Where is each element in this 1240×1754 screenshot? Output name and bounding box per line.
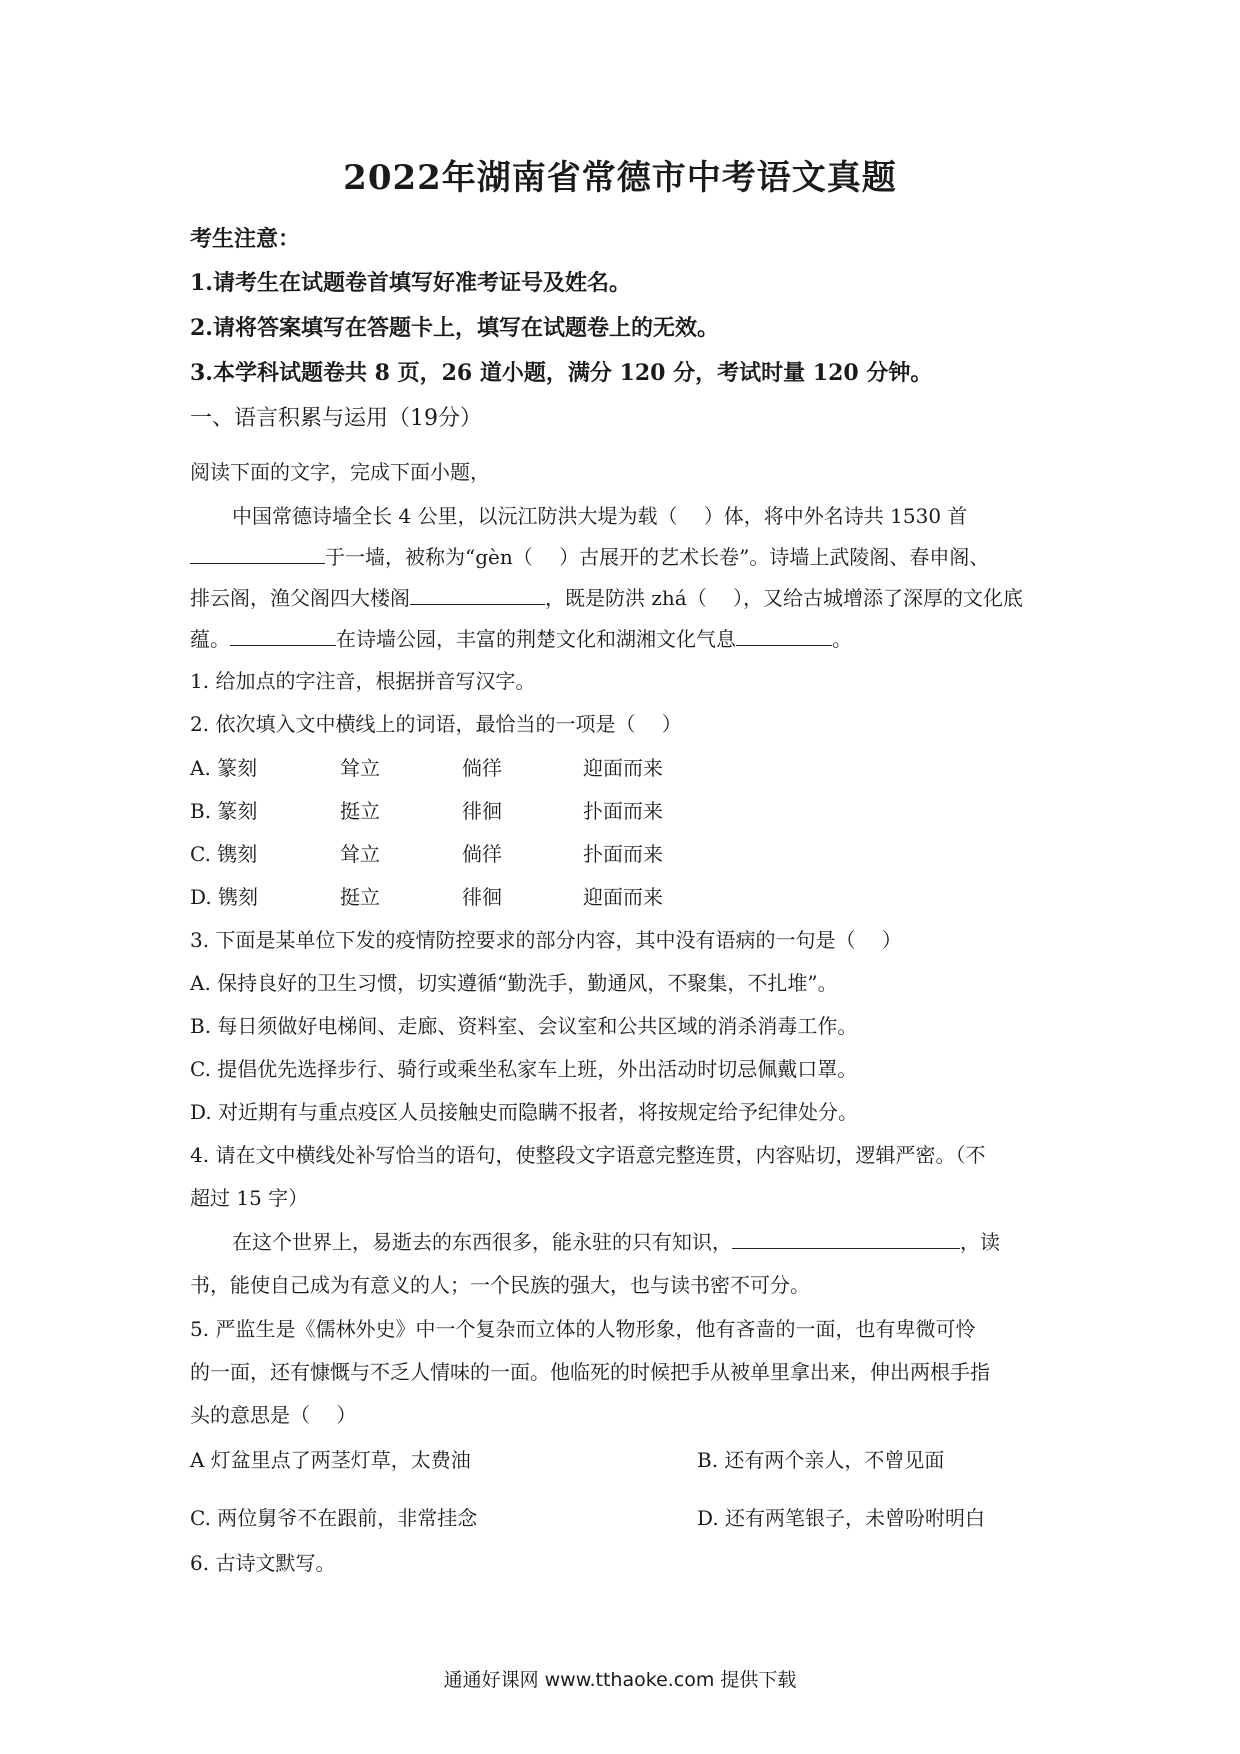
passage-line-4: 蕴。 在诗墙公园，丰富的荆楚文化和湖湘文化气息 。	[190, 627, 852, 651]
q5-option-b: B. 还有两个亲人，不曾见面	[697, 1448, 945, 1472]
question-5-stem-line-3: 头的意思是（ ）	[190, 1403, 357, 1427]
notice-item-1: 1.请考生在试题卷首填写好准考证号及姓名。	[190, 270, 631, 296]
question-2-stem: 2. 依次填入文中横线上的词语，最恰当的一项是（ ）	[190, 712, 682, 736]
q3-option-a: A. 保持良好的卫生习惯，切实遵循“勤洗手，勤通风，不聚集，不扎堆”。	[190, 971, 838, 995]
q2-option-d-1: D. 镌刻	[190, 885, 259, 909]
q5-option-c: C. 两位舅爷不在跟前，非常挂念	[190, 1506, 478, 1530]
notice-item-2: 2.请将答案填写在答题卡上，填写在试题卷上的无效。	[190, 315, 719, 341]
q5-option-a: A 灯盆里点了两茎灯草，太费油	[190, 1448, 471, 1472]
passage-line-2: 于一墙，被称为“gèn（ ）古展开的艺术长卷”。诗墙上武陵阁、春申阁、	[190, 541, 989, 570]
q2-option-a-1: A. 篆刻	[190, 756, 258, 780]
question-4-stem-line-1: 4. 请在文中横线处补写恰当的语句，使整段文字语意完整连贯，内容贴切，逻辑严密。（不	[190, 1143, 986, 1167]
q2-option-c-1: C. 镌刻	[190, 842, 258, 866]
notice-item-3: 3.本学科试题卷共 8 页，26 道小题，满分 120 分，考试时量 120 分钟。	[190, 360, 933, 386]
notice-heading: 考生注意：	[190, 226, 301, 252]
question-3-stem: 3. 下面是某单位下发的疫情防控要求的部分内容，其中没有语病的一句是（ ）	[190, 928, 902, 952]
passage-line-3: 排云阁，渔父阁四大楼阁 ，既是防洪 zhá（ ），又给古城增添了深厚的文化底	[190, 586, 1024, 610]
fill-blank-4[interactable]	[736, 627, 832, 646]
reading-intro: 阅读下面的文字，完成下面小题，	[190, 460, 490, 484]
q2-option-c-3: 倘徉	[462, 842, 502, 866]
q2-option-d-2: 挺立	[340, 885, 380, 909]
q2-option-c-4: 扑面而来	[583, 842, 663, 866]
passage-line-1: 中国常德诗墙全长 4 公里，以沅江防洪大堤为载（ ）体，将中外名诗共 1530 首	[232, 504, 968, 528]
q5-option-d: D. 还有两笔银子，未曾吩咐明白	[697, 1506, 986, 1530]
q2-option-a-3: 倘徉	[462, 756, 502, 780]
q4-text-line-2: 书，能使自己成为有意义的人；一个民族的强大，也与读书密不可分。	[190, 1273, 810, 1297]
question-5-stem-line-1: 5. 严监生是《儒林外史》中一个复杂而立体的人物形象，他有吝啬的一面，也有卑微可怜	[190, 1317, 976, 1341]
fill-blank-1[interactable]	[190, 545, 325, 564]
question-6: 6. 古诗文默写。	[190, 1551, 336, 1575]
q2-option-d-4: 迎面而来	[583, 885, 663, 909]
q3-option-c: C. 提倡优先选择步行、骑行或乘坐私家车上班，外出活动时切忌佩戴口罩。	[190, 1057, 858, 1081]
q3-option-d: D. 对近期有与重点疫区人员接触史而隐瞒不报者，将按规定给予纪律处分。	[190, 1100, 859, 1124]
q2-option-b-2: 挺立	[340, 799, 380, 823]
fill-blank-2[interactable]	[410, 586, 545, 605]
question-5-stem-line-2: 的一面，还有慷慨与不乏人情味的一面。他临死的时候把手从被单里拿出来，伸出两根手指	[190, 1360, 990, 1384]
q2-option-b-4: 扑面而来	[583, 799, 663, 823]
question-4-stem-line-2: 超过 15 字）	[190, 1186, 309, 1210]
q4-answer-blank[interactable]	[732, 1230, 960, 1249]
fill-blank-3[interactable]	[230, 627, 336, 646]
q3-option-b: B. 每日须做好电梯间、走廊、资料室、会议室和公共区域的消杀消毒工作。	[190, 1014, 858, 1038]
q2-option-a-4: 迎面而来	[583, 756, 663, 780]
page-title: 2022年湖南省常德市中考语文真题	[343, 158, 897, 198]
q2-option-b-1: B. 篆刻	[190, 799, 258, 823]
footer-source: 通通好课网 www.tthaoke.com 提供下载	[443, 1669, 797, 1691]
q2-option-d-3: 徘徊	[462, 885, 502, 909]
q2-option-b-3: 徘徊	[462, 799, 502, 823]
q4-text-line-1: 在这个世界上，易逝去的东西很多，能永驻的只有知识， ，读	[232, 1230, 1000, 1254]
q2-option-c-2: 耸立	[340, 842, 380, 866]
section-heading: 一、语言积累与运用（19分）	[190, 406, 482, 431]
question-1: 1. 给加点的字注音，根据拼音写汉字。	[190, 669, 536, 693]
q2-option-a-2: 耸立	[340, 756, 380, 780]
